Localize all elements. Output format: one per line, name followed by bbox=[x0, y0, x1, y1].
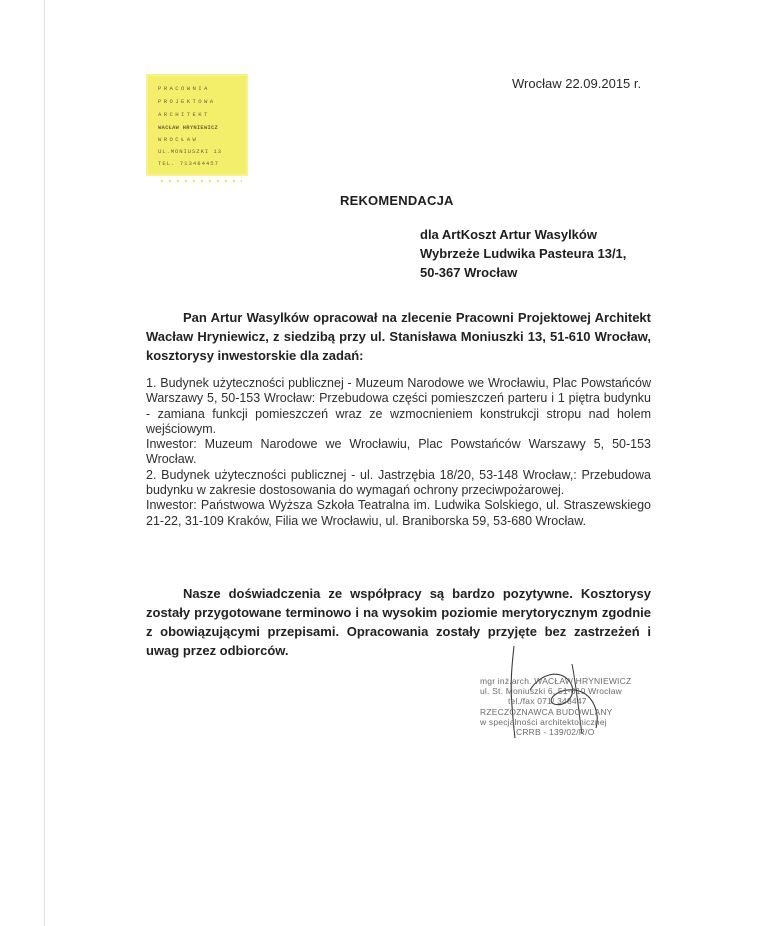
project-item-1: 1. Budynek użyteczności publicznej - Muzeum Narodowe we Wrocławiu, Plac Powstańców Warszawy 5, 50-153 Wrocław: Przebudowa części pomieszczeń parteru i 1 piętra budynku - zamiana funkcji pomieszczeń wraz ze wzmocnieniem konstrukcji stropu nad holem wejściowym. bbox=[146, 376, 651, 436]
company-stamp bbox=[148, 76, 246, 174]
letter-title: REKOMENDACJA bbox=[340, 193, 454, 208]
addressee bbox=[420, 225, 626, 282]
signature-stamp bbox=[470, 644, 660, 744]
stamp-line-1: PRACOWNIA bbox=[158, 85, 210, 92]
project-item-2: 2. Budynek użyteczności publicznej - ul. Jastrzębia 18/20, 53-148 Wrocław,: Przebudowa budynku w zakresie dostosowania do wymagań ochrony przeciwpożarowej. bbox=[146, 467, 651, 498]
page-edge bbox=[44, 0, 45, 926]
addressee-line-3: 50-367 Wrocław bbox=[420, 265, 518, 280]
stamp-line-3: ARCHITEKT bbox=[158, 111, 210, 118]
addressee-line-1: dla ArtKoszt Artur Wasylków bbox=[420, 227, 597, 242]
stamp-line-4: WACŁAW HRYNIEWICZ bbox=[158, 125, 219, 131]
sig-line-6: CRRB - 139/02/R/O bbox=[516, 727, 595, 737]
sig-line-3: tel./fax 071/ 348447 bbox=[508, 696, 587, 706]
closing-paragraph: Nasze doświadczenia ze współpracy są bardzo pozytywne. Kosztorysy zostały przygotowane terminowo i na wysokim poziomie merytorycznym zgodnie z obowiązującymi przepisami. Opracowania zostały przyjęte bez zastrzeżeń i uwag przez odbiorców. bbox=[146, 586, 651, 658]
project-list bbox=[146, 376, 651, 529]
sig-line-5: w specjalności architektonicznej bbox=[480, 717, 607, 727]
sig-line-1: mgr inż.arch. WACŁAW HRYNIEWICZ bbox=[480, 676, 632, 686]
intro-paragraph: Pan Artur Wasylków opracował na zlecenie Pracowni Projektowej Architekt Wacław Hryniewicz, z siedzibą przy ul. Stanisława Moniuszki 13, 51-610 Wrocław, kosztorysy inwestorskie dla zadań: bbox=[146, 310, 651, 363]
project-investor-2: Inwestor: Państwowa Wyższa Szkoła Teatralna im. Ludwika Solskiego, ul. Straszewskiego 21-22, 31-109 Kraków, Filia we Wrocławiu, ul. Braniborska 59, 53-680 Wrocław. bbox=[146, 498, 651, 528]
letter-date: Wrocław 22.09.2015 r. bbox=[512, 76, 642, 91]
stamp-dots bbox=[158, 179, 242, 183]
project-investor-1: Inwestor: Muzeum Narodowe we Wrocławiu, Plac Powstańców Warszawy 5, 50-153 Wrocław. bbox=[146, 437, 651, 467]
addressee-line-2: Wybrzeże Ludwika Pasteura 13/1, bbox=[420, 246, 627, 261]
stamp-line-5: WROCŁAW bbox=[158, 136, 199, 143]
stamp-line-2: PROJEKTOWA bbox=[158, 98, 216, 105]
stamp-line-7: TEL. 713484457 bbox=[158, 160, 219, 167]
sig-line-4: RZECZOZNAWCA BUDOWLANY bbox=[480, 707, 613, 717]
sig-line-2: ul. St. Moniuszki 6, 51-610 Wrocław bbox=[480, 686, 622, 696]
stamp-line-6: UL.MONIUSZKI 13 bbox=[158, 148, 222, 155]
